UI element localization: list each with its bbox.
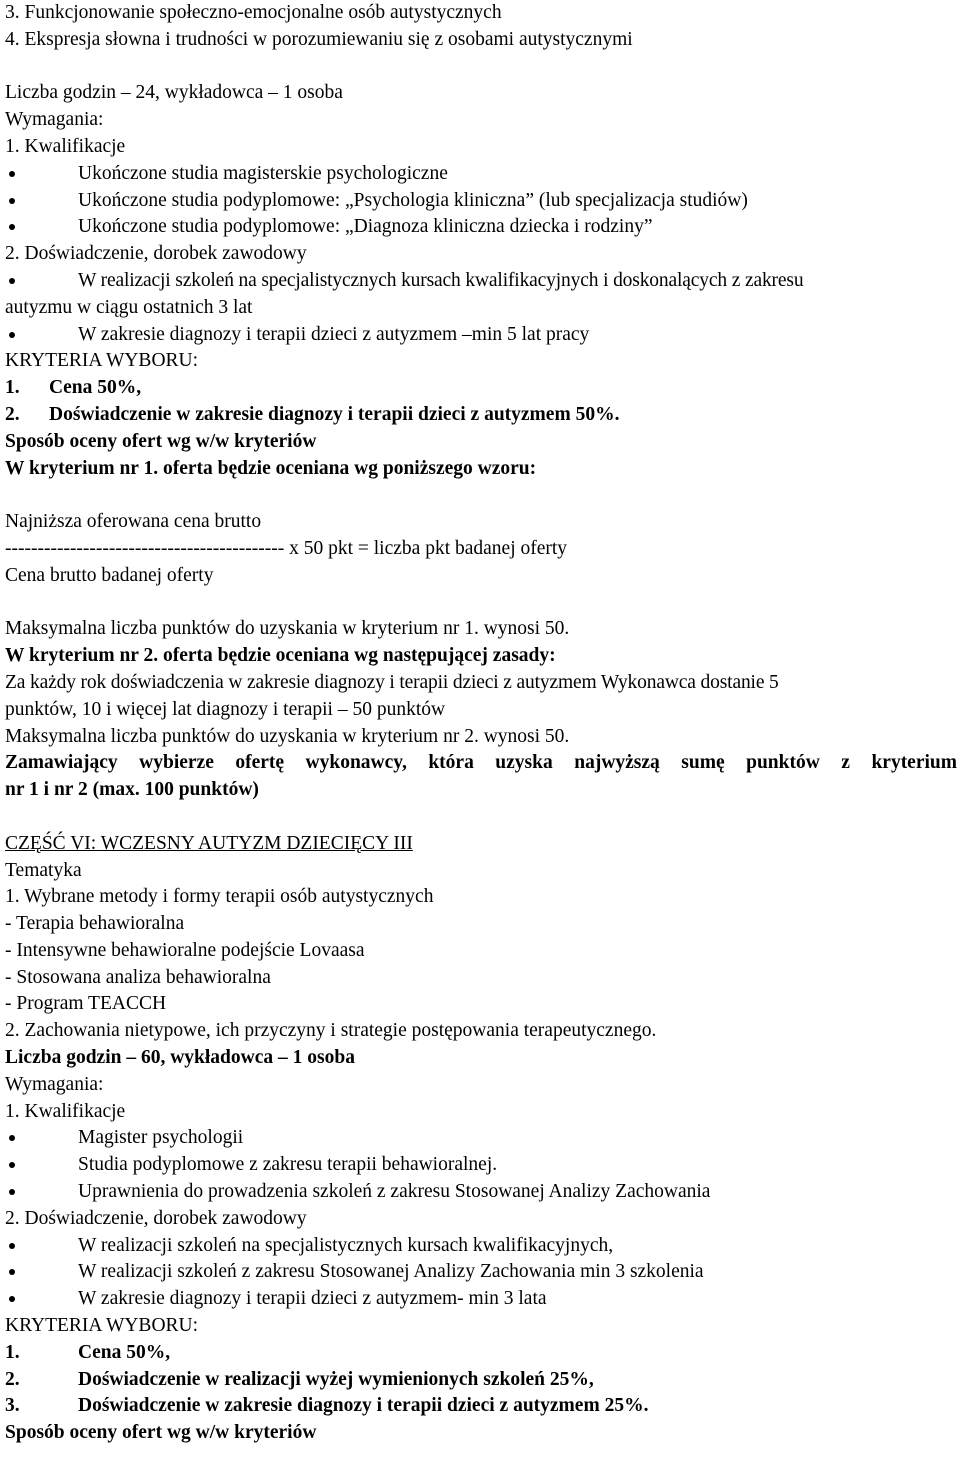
- experience-item: W zakresie diagnozy i terapii dzieci z autyzmem- min 3 lata: [5, 1286, 960, 1313]
- criteria-title: KRYTERIA WYBORU:: [5, 350, 199, 372]
- criterion-number: 1.: [5, 377, 20, 399]
- formula-line: ------------------------------------------- x 50 pkt = liczba pkt badanej oferty: [5, 537, 568, 559]
- requirements-label: Wymagania:: [5, 109, 104, 131]
- criterion-text: Doświadczenie w zakresie diagnozy i terapii dzieci z autyzmem 50%.: [49, 403, 620, 425]
- criterion-2-rule: W kryterium nr 2. oferta będzie oceniana wg następującej zasady:: [5, 645, 556, 667]
- final-statement: Zamawiający wybierze ofertę wykonawcy, która uzyska najwyższą sumę punktów z kryterium: [5, 752, 957, 774]
- criterion-1-rule: W kryterium nr 1. oferta będzie oceniana wg poniższego wzoru:: [5, 457, 537, 479]
- max-points-2: Maksymalna liczba punktów do uzyskania w kryterium nr 2. wynosi 50.: [5, 725, 570, 747]
- requirements-label: Wymagania:: [5, 1073, 104, 1095]
- topic-2: 2. Zachowania nietypowe, ich przyczyny i strategie postępowania terapeutycznego.: [5, 1020, 657, 1042]
- formula-numerator: Najniższa oferowana cena brutto: [5, 511, 262, 533]
- experience-item: W realizacji szkoleń na specjalistycznych kursach kwalifikacyjnych i doskonalących z zakresu: [5, 268, 960, 295]
- criterion-text: Cena 50%,: [78, 1341, 171, 1363]
- final-statement-cont: nr 1 i nr 2 (max. 100 punktów): [5, 779, 259, 801]
- criterion-number: 1.: [5, 1341, 20, 1363]
- criterion-text: Doświadczenie w zakresie diagnozy i terapii dzieci z autyzmem 25%.: [78, 1395, 649, 1417]
- qualifications-title: 1. Kwalifikacje: [5, 1100, 126, 1122]
- criterion-text: Doświadczenie w realizacji wyżej wymienionych szkoleń 25%,: [78, 1368, 594, 1390]
- qualification-item: Magister psychologii: [5, 1125, 960, 1152]
- evaluation-method: Sposób oceny ofert wg w/w kryteriów: [5, 1422, 317, 1444]
- qualification-item: Studia podyplomowe z zakresu terapii behawioralnej.: [5, 1152, 960, 1179]
- criterion-number: 2.: [5, 1368, 20, 1390]
- experience-title: 2. Doświadczenie, dorobek zawodowy: [5, 1207, 307, 1229]
- hours-line: Liczba godzin – 60, wykładowca – 1 osoba: [5, 1047, 355, 1069]
- evaluation-method: Sposób oceny ofert wg w/w kryteriów: [5, 430, 317, 452]
- qualification-item: Ukończone studia podyplomowe: „Psychologia kliniczna” (lub specjalizacja studiów): [5, 188, 960, 215]
- experience-item: W realizacji szkoleń z zakresu Stosowanej Analizy Zachowania min 3 szkolenia: [5, 1259, 960, 1286]
- part-heading: CZĘŚĆ VI: WCZESNY AUTYZM DZIECIĘCY III: [5, 832, 413, 854]
- criterion-1: [5, 375, 960, 402]
- criterion-number: 3.: [5, 1395, 20, 1417]
- subtopic: - Program TEACCH: [5, 993, 167, 1015]
- topic-line-3: 3. Funkcjonowanie społeczno-emocjonalne osób autystycznych: [5, 2, 502, 23]
- qualifications-title: 1. Kwalifikacje: [5, 135, 126, 157]
- topic-line-4: 4. Ekspresja słowna i trudności w porozumiewaniu się z osobami autystycznymi: [5, 28, 633, 50]
- criteria-title: KRYTERIA WYBORU:: [5, 1315, 199, 1337]
- qualification-item: Ukończone studia podyplomowe: „Diagnoza kliniczna dziecka i rodziny”: [5, 214, 960, 241]
- experience-item: W zakresie diagnozy i terapii dzieci z autyzmem –min 5 lat pracy: [5, 322, 960, 349]
- criterion-2-desc: Za każdy rok doświadczenia w zakresie diagnozy i terapii dzieci z autyzmem Wykonawca dostanie 5: [5, 671, 779, 693]
- subtopic: - Terapia behawioralna: [5, 913, 185, 935]
- subtopic: - Intensywne behawioralne podejście Lovaasa: [5, 939, 365, 961]
- experience-item: W realizacji szkoleń na specjalistycznych kursach kwalifikacyjnych,: [5, 1233, 960, 1260]
- topics-label: Tematyka: [5, 859, 82, 881]
- criterion-2: [5, 1367, 960, 1394]
- criterion-text: Cena 50%,: [49, 377, 142, 399]
- criterion-2-desc-cont: punktów, 10 i więcej lat diagnozy i terapii – 50 punktów: [5, 698, 446, 720]
- max-points-1: Maksymalna liczba punktów do uzyskania w kryterium nr 1. wynosi 50.: [5, 618, 570, 640]
- formula-denominator: Cena brutto badanej oferty: [5, 564, 214, 586]
- qualification-item: Uprawnienia do prowadzenia szkoleń z zakresu Stosowanej Analizy Zachowania: [5, 1179, 960, 1206]
- subtopic: - Stosowana analiza behawioralna: [5, 966, 271, 988]
- criterion-1: [5, 1340, 960, 1367]
- criterion-2: [5, 402, 960, 429]
- criterion-number: 2.: [5, 403, 20, 425]
- topic-1: 1. Wybrane metody i formy terapii osób autystycznych: [5, 886, 434, 908]
- hours-line: Liczba godzin – 24, wykładowca – 1 osoba: [5, 82, 343, 104]
- experience-title: 2. Doświadczenie, dorobek zawodowy: [5, 243, 307, 265]
- criterion-3: [5, 1393, 960, 1420]
- qualification-item: Ukończone studia magisterskie psychologiczne: [5, 161, 960, 188]
- experience-item-cont: autyzmu w ciągu ostatnich 3 lat: [5, 296, 253, 318]
